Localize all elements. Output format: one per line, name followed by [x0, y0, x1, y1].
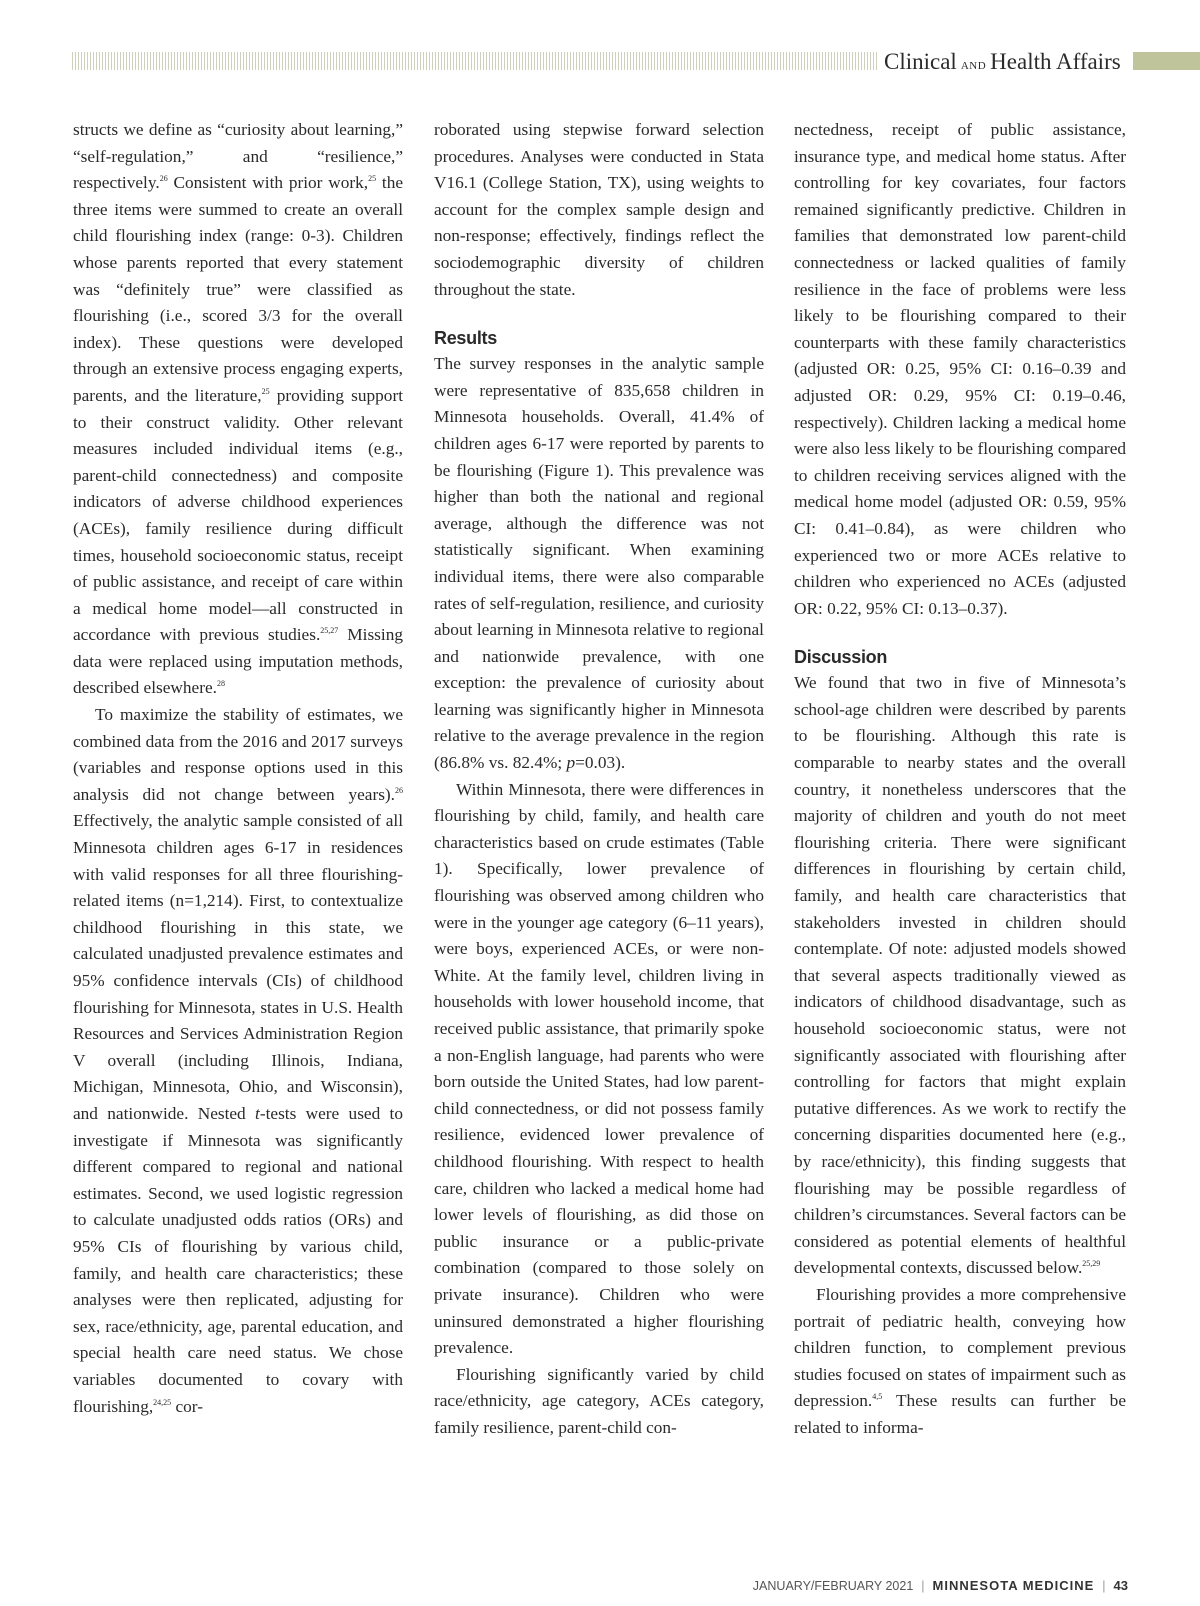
italic-p: p: [566, 753, 576, 773]
text-run: To maximize the stability of estimates, we combined data from the 2016 and 2017 surveys (variables and response options used in this analysis did not change between years).: [73, 705, 403, 804]
text-run: Consistent with prior work,: [167, 173, 369, 193]
text-run: Effectively, the analytic sample consisted of all Minnesota children ages 6-17 in residences with valid responses for all three flourishing-related items (n=1,214). First, to contextualize childhood flourishing in this state, we calculated unadjusted prevalence estimates and 95% confidence intervals (CIs) of childhood flourishing for Minnesota, states in U.S. Health Resources and Services Administration Region V overall (including Illinois, Indiana, Michigan, Minnesota, Ohio, and Wisconsin), and nationwide. Nested: [73, 811, 403, 1123]
italic-t: t: [255, 1103, 260, 1123]
header-color-tab: [1133, 52, 1200, 70]
text-run: Missing data were replaced using imputation methods, described elsewhere.: [73, 625, 403, 698]
page-number: 43: [1113, 1578, 1128, 1593]
section-title-part2: Health Affairs: [990, 49, 1121, 74]
text-run: =0.03).: [575, 753, 626, 773]
citation-superscript: 25,27: [320, 626, 339, 636]
results-heading: Results: [434, 328, 497, 349]
section-title-and: AND: [960, 60, 987, 72]
paragraph: [794, 1282, 1126, 1442]
text-run: We found that two in five of Minnesota’s school-age children were described by parents to be flourishing. Although this rate is comparable to nearby states and the overall country, it nonetheless underscores that the majority of children and youth do not meet flourishing criteria. There were significant differences in flourishing by certain child, family, and health care characteristics that stakeholders invested in children should contemplate. Of note: adjusted models showed that several aspects traditionally viewed as indicators of childhood disadvantage, such as household socioeconomic status, were not significantly associated with flourishing after controlling for factors that might explain putative differences. As we work to rectify the concerning disparities documented here (e.g., by race/ethnicity), this finding suggests that flourishing may be possible regardless of children’s circumstances. Several factors can be considered as potential elements of healthful developmental contexts, discussed below.: [794, 673, 1126, 1278]
citation-superscript: 4,5: [872, 1392, 883, 1402]
paragraph: [794, 670, 1126, 1282]
magazine-name: MINNESOTA MEDICINE: [932, 1578, 1095, 1593]
paragraph: Flourishing significantly varied by child race/ethnicity, age category, ACEs category, family resilience, parent-child con-: [434, 1364, 764, 1437]
citation-superscript: 26: [159, 174, 168, 184]
citation-superscript: 25,29: [1082, 1259, 1101, 1269]
citation-superscript: 28: [216, 679, 225, 689]
text-run: providing support to their construct validity. Other relevant measures included individual items (e.g., parent-child connectedness) and composite indicators of adverse childhood experiences (ACEs), family resilience during difficult times, household socioeconomic status, receipt of public assistance, and receipt of care within a medical home model—all constructed in accordance with previous studies.: [73, 385, 403, 645]
paragraph: nectedness, receipt of public assistance, insurance type, and medical home status. After controlling for key covariates, four factors remained significantly predictive. Children in families that demonstrated low parent-child connectedness or lacked qualities of family resilience in the face of problems were less likely to be flourishing compared to their counterparts with these family characteristics (adjusted OR: 0.25, 95% CI: 0.16–0.39 and adjusted OR: 0.29, 95% CI: 0.19–0.46, respectively). Children lacking a medical home were also less likely to be flourishing compared to children receiving services aligned with the medical home model (adjusted OR: 0.59, 95% CI: 0.41–0.84), as were children who experienced two or more ACEs relative to children who experienced no ACEs (adjusted OR: 0.22, 95% CI: 0.13–0.37).: [794, 120, 1126, 618]
text-run: the three items were summed to create an overall child flourishing index (range: 0-3). Children whose parents reported that every statement was “definitely true” were classified as flourishing (i.e., scored 3/3 for the overall index). These questions were developed through an extensive process engaging experts, parents, and the literature,: [73, 173, 404, 405]
paragraph: [434, 351, 764, 777]
text-run: The survey responses in the analytic sample were representative of 835,658 children in Minnesota households. Overall, 41.4% of children ages 6-17 were reported by parents to be flourishing (Figure 1). This prevalence was higher than both the national and regional average, although the difference was not statistically significant. When examining individual items, there were also comparable rates of self-regulation, resilience, and curiosity about learning in Minnesota relative to regional and nationwide prevalence, with one exception: the prevalence of curiosity about learning was significantly higher in Minnesota relative to the average prevalence in the region (86.8% vs. 82.4%;: [434, 354, 764, 773]
citation-superscript: 26: [395, 785, 403, 795]
text-run: structs we define as “curiosity about learning,” “self-regulation,” and “resilience,” respectively.: [73, 120, 403, 193]
citation-superscript: 25: [368, 174, 377, 184]
discussion-heading: Discussion: [794, 647, 888, 668]
page-footer: [753, 1578, 1128, 1593]
text-run: Flourishing provides a more comprehensive portrait of pediatric health, conveying how children function, to complement previous studies focused on states of impairment such as depression.: [794, 1284, 1126, 1411]
citation-superscript: 25: [261, 386, 270, 396]
text-column-2: [434, 117, 764, 1442]
paragraph: [73, 117, 403, 702]
section-title: [884, 47, 1121, 77]
text-column-3: [794, 117, 1126, 1442]
header-decorative-band: [72, 52, 878, 70]
text-column-1: [73, 117, 403, 1420]
paragraph: Within Minnesota, there were differences in flourishing by child, family, and health care characteristics based on crude estimates (Table 1). Specifically, lower prevalence of flourishing was observed among children who were in the younger age category (6–11 years), were boys, experienced ACEs, or were non-White. At the family level, children living in households with lower household income, that received public assistance, that primarily spoke a non-English language, had parents who were born outside the United States, had low parent-child connectedness, or did not possess family resilience, evidenced lower prevalence of childhood flourishing. With respect to health care, children who lacked a medical home had lower levels of flourishing, as did those on public insurance or a public-private combination (compared to those solely on private insurance). Children who were uninsured demonstrated a higher flourishing prevalence.: [434, 779, 764, 1358]
footer-separator: |: [921, 1579, 925, 1593]
text-run: cor-: [171, 1396, 203, 1416]
footer-separator: |: [1102, 1579, 1106, 1593]
citation-superscript: 24,25: [153, 1397, 172, 1407]
issue-date: JANUARY/FEBRUARY 2021: [752, 1579, 914, 1593]
section-title-part1: Clinical: [884, 49, 957, 74]
text-run: These results can further be related to informa-: [794, 1391, 1126, 1437]
paragraph: roborated using stepwise forward selection procedures. Analyses were conducted in Stata V16.1 (College Station, TX), using weights to account for the complex sample design and non-response; effectively, findings reflect the sociodemographic diversity of children throughout the state.: [434, 120, 764, 299]
text-run: -tests were used to investigate if Minnesota was significantly different compared to regional and national estimates. Second, we used logistic regression to calculate unadjusted odds ratios (ORs) and 95% CIs of flourishing by various child, family, and health care characteristics; these analyses were then replicated, adjusting for sex, race/ethnicity, age, parental education, and special health care need status. We chose variables documented to covary with flourishing,: [73, 1103, 403, 1416]
paragraph: [73, 702, 403, 1420]
